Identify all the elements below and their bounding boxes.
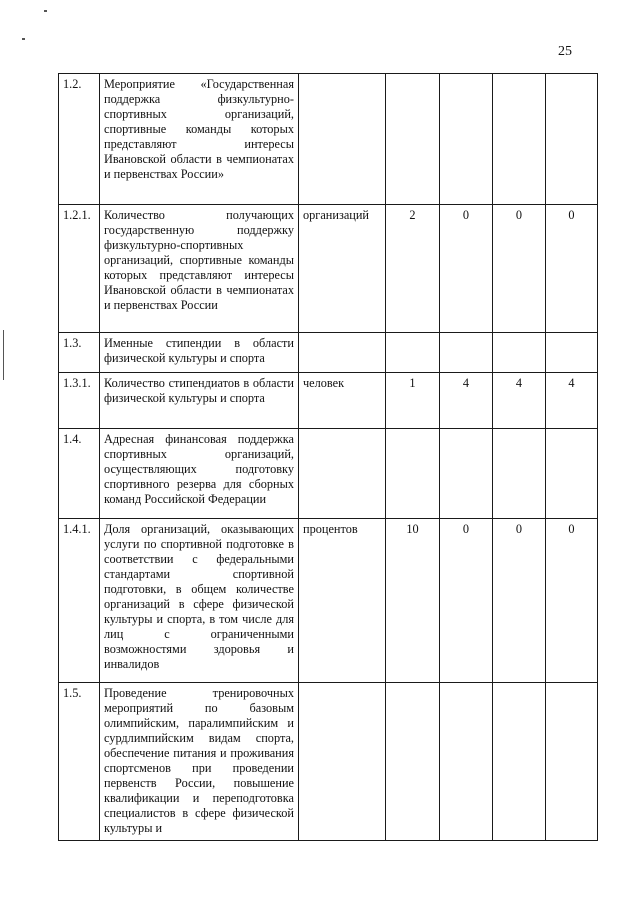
row-name: Адресная финансовая поддержка спортивных организаций, осуществляющих подготовку спортивного резерва для сборных команд Российской Федерации: [100, 429, 299, 519]
row-value-3: 0: [493, 519, 546, 683]
row-value-3: [493, 683, 546, 841]
row-number: 1.4.: [59, 429, 100, 519]
scan-margin-line: [3, 330, 4, 380]
row-value-2: 4: [440, 373, 493, 429]
row-value-2: 0: [440, 205, 493, 333]
row-value-1: [386, 429, 440, 519]
row-value-4: [546, 683, 598, 841]
row-unit: [299, 74, 386, 205]
row-name: Доля организаций, оказывающих услуги по спортивной подготовке в соответствии с федеральными стандартами спортивной подготовки, в общем количестве организаций в сфере физической культуры и спорта, в том числе для лиц с ограниченными возможностями здоровья и инвалидов: [100, 519, 299, 683]
row-value-3: 0: [493, 205, 546, 333]
row-value-2: [440, 683, 493, 841]
row-value-2: [440, 429, 493, 519]
row-value-2: [440, 74, 493, 205]
table-row: [59, 333, 598, 373]
table-row: [59, 373, 598, 429]
row-unit: процентов: [299, 519, 386, 683]
row-value-3: 4: [493, 373, 546, 429]
row-value-3: [493, 333, 546, 373]
indicators-table: [58, 73, 598, 841]
row-value-3: [493, 74, 546, 205]
row-number: 1.4.1.: [59, 519, 100, 683]
row-name: Количество получающих государственную поддержку физкультурно-спортивных организаций, спортивные команды которых представляют интересы Ивановской области в чемпионатах и первенствах России: [100, 205, 299, 333]
row-name: Мероприятие «Государственная поддержка физкультурно-спортивных организаций, спортивные команды которых представляют интересы Ивановской области в чемпионатах и первенствах России»: [100, 74, 299, 205]
table-row: [59, 683, 598, 841]
row-number: 1.5.: [59, 683, 100, 841]
row-unit: организаций: [299, 205, 386, 333]
row-value-1: 1: [386, 373, 440, 429]
row-number: 1.3.: [59, 333, 100, 373]
row-value-4: [546, 74, 598, 205]
row-value-4: [546, 429, 598, 519]
row-number: 1.3.1.: [59, 373, 100, 429]
row-number: 1.2.: [59, 74, 100, 205]
table-row: [59, 205, 598, 333]
scan-dot: [22, 38, 25, 40]
table-row: [59, 429, 598, 519]
table-row: [59, 519, 598, 683]
row-value-4: [546, 333, 598, 373]
row-unit: [299, 683, 386, 841]
row-number: 1.2.1.: [59, 205, 100, 333]
row-value-1: [386, 333, 440, 373]
row-value-4: 0: [546, 205, 598, 333]
row-value-1: 10: [386, 519, 440, 683]
row-value-1: [386, 683, 440, 841]
row-name: Именные стипендии в области физической культуры и спорта: [100, 333, 299, 373]
row-name: Проведение тренировочных мероприятий по базовым олимпийским, паралимпийским и сурдлимпийским видам спорта, обеспечение питания и проживания спортсменов при проведении первенств России, повышение квалификации и переподготовка специалистов в сфере физической культуры и: [100, 683, 299, 841]
table-row: [59, 74, 598, 205]
row-value-4: 0: [546, 519, 598, 683]
row-name: Количество стипендиатов в области физической культуры и спорта: [100, 373, 299, 429]
row-value-2: 0: [440, 519, 493, 683]
row-value-4: 4: [546, 373, 598, 429]
row-value-3: [493, 429, 546, 519]
row-value-1: 2: [386, 205, 440, 333]
scan-dot: [44, 10, 47, 12]
row-unit: [299, 429, 386, 519]
page-number: 25: [558, 44, 572, 59]
row-value-1: [386, 74, 440, 205]
row-value-2: [440, 333, 493, 373]
row-unit: человек: [299, 373, 386, 429]
row-unit: [299, 333, 386, 373]
